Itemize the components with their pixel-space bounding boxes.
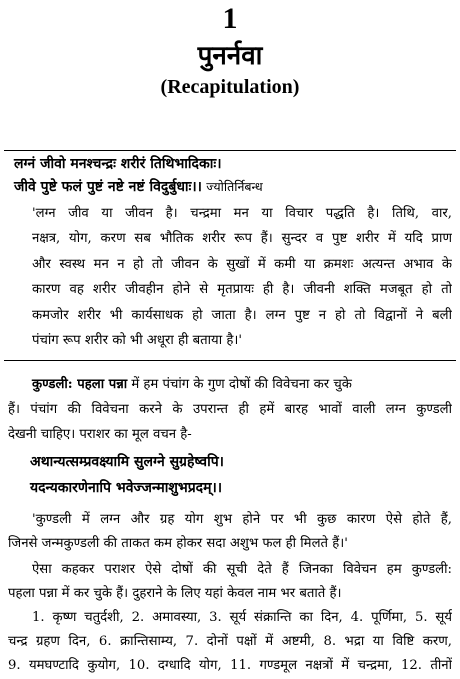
explanation-line: कमजोर शरीर भी कार्यसाधक हो जाता है। लग्न पुष्ट न हो तो विद्वानों ने बली [32,308,452,323]
explanation-line: नक्षत्र, योग, करण सब भौतिक शरीर रूप हैं। सुन्दर व पुष्ट शरीर में यदि प्राण [32,231,452,246]
quote-verse-line-2: जीवे पुष्टे फलं पुष्टं नष्टे नष्टं विदुर्बुधाः।। [14,179,202,195]
bottom-rule [4,360,456,361]
list-line: चन्द्र ग्रहण दिन, 6. क्रान्तिसाम्य, 7. दोनों पक्षों में अष्टमी, 8. भद्रा या विष्टि करण, [8,634,452,649]
body-line: हैं। पंचांग की विवेचना करने के उपरान्त ही हमें बारह भावों वाली लग्न कुण्डली [8,402,452,417]
list-intro-line: पहला पन्ना में कर चुके हैं। दुहराने के लिए यहां केवल नाम भर बताते हैं। [8,586,342,601]
chapter-subtitle: (Recapitulation) [160,76,300,98]
top-rule [4,150,456,151]
chapter-title: पुनर्नवा [197,41,263,71]
quote-line: 'कुण्डली में लग्न और ग्रह योग शुभ होने पर भी कुछ कारण ऐसे होते हैं, [32,512,452,527]
intro-rest: में हम पंचांग के गुण दोषों की विवेचना कर चुके [127,377,352,392]
intro-first-line [32,375,452,395]
chapter-number: 1 [222,2,238,35]
quote-verse-row-2 [14,177,263,198]
intro-bold-term: कुण्डली: पहला पन्ना [32,377,128,392]
verse-source: ज्योतिर्निबन्ध [206,179,263,194]
body-verse-line-1: अथान्यत्सम्प्रवक्ष्यामि सुलग्ने सुग्रहेष्वपि। [30,454,224,470]
body-line: देखनी चाहिए। पराशर का मूल वचन है- [8,427,192,442]
explanation-line: 'लग्न जीव या जीवन है। चन्द्रमा मन या विचार पद्धति है। तिथि, वार, [32,206,452,221]
explanation-line: और स्वस्थ मन न हो तो जीवन के सुखों में कमी या क्रमशः अत्यन्त अभाव के [32,257,452,272]
explanation-line: पंचांग रूप शरीर को भी अधूरा ही बताया है।' [32,333,242,348]
list-line: 1. कृष्ण चतुर्दशी, 2. अमावस्या, 3. सूर्य संक्रान्ति का दिन, 4. पूर्णिमा, 5. सूर्य [32,610,452,625]
quote-line: जिनसे जन्मकुण्डली की ताकत कम होकर सदा अशुभ फल ही मिलते हैं।' [8,536,348,551]
list-line: 9. यमघण्टादि कुयोग, 10. दग्धादि योग, 11. गण्डमूल नक्षत्रों में चन्द्रमा, 12. तीनों [8,658,452,673]
explanation-line: कारण वह शरीर जीवहीन होने से मृतप्रायः ही है। जीवनी शक्ति मजबूत हो तो [32,282,452,297]
quote-verse-line-1: लग्नं जीवो मनश्चन्द्रः शरीरं तिथिभादिकाः। [14,156,222,172]
body-verse-line-2: यदन्यकारणेनापि भवेज्जन्माशुभप्रदम्।। [30,480,223,496]
list-intro-line: ऐसा कहकर पराशर ऐसे दोषों की सूची देते हैं जिनका विवेचन हम कुण्डली: [32,562,452,577]
